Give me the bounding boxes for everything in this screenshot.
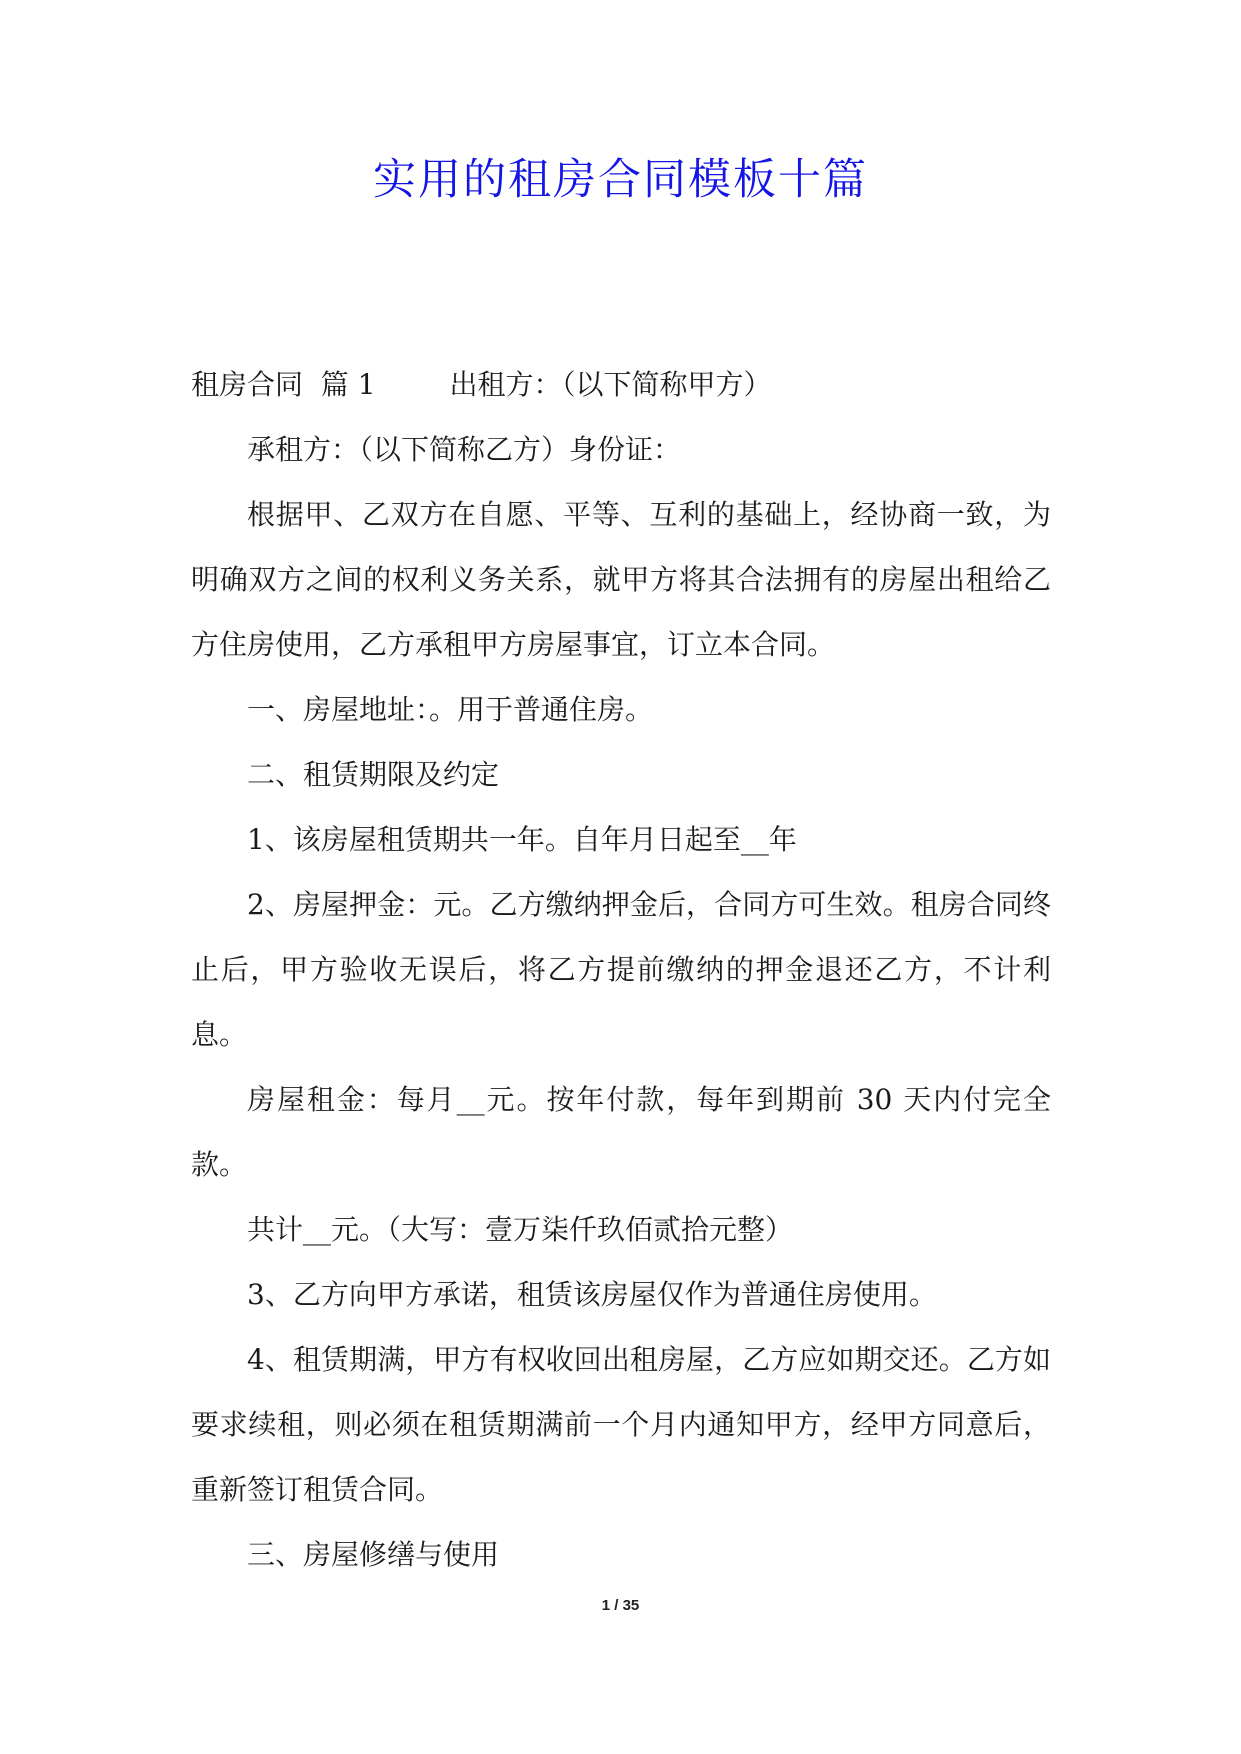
paragraph: 房屋租金：每月__元。按年付款，每年到期前 30 天内付完全款。 xyxy=(191,1083,1051,1181)
contract-header-line xyxy=(191,352,1051,417)
contract-section-label: 租房合同 篇 1 xyxy=(191,368,376,401)
paragraph: 三、房屋修缮与使用 xyxy=(247,1538,500,1571)
paragraph: 一、房屋地址：。用于普通住房。 xyxy=(247,693,654,726)
paragraph: 承租方：（以下简称乙方）身份证： xyxy=(247,433,682,466)
document-body xyxy=(191,352,1051,1587)
page-number: 1 / 35 xyxy=(601,1597,640,1614)
paragraph: 共计__元。（大写：壹万柒仟玖佰贰拾元整） xyxy=(247,1213,794,1246)
paragraph: 4、租赁期满，甲方有权收回出租房屋，乙方应如期交还。乙方如要求续租，则必须在租赁期满前一个月内通知甲方，经甲方同意后，重新签订租赁合同。 xyxy=(191,1343,1051,1506)
lessor-line: 出租方：（以下简称甲方） xyxy=(449,368,772,401)
paragraph: 根据甲、乙双方在自愿、平等、互利的基础上，经协商一致，为明确双方之间的权利义务关系，就甲方将其合法拥有的房屋出租给乙方住房使用，乙方承租甲方房屋事宜，订立本合同。 xyxy=(191,498,1051,661)
paragraph: 2、房屋押金：元。乙方缴纳押金后，合同方可生效。租房合同终止后，甲方验收无误后，将乙方提前缴纳的押金退还乙方，不计利息。 xyxy=(191,888,1051,1051)
paragraph: 1、该房屋租赁期共一年。自年月日起至__年 xyxy=(247,823,797,856)
paragraph: 二、租赁期限及约定 xyxy=(247,758,500,791)
paragraph: 3、乙方向甲方承诺，租赁该房屋仅作为普通住房使用。 xyxy=(247,1278,937,1311)
document-title: 实用的租房合同模板十篇 xyxy=(373,155,868,205)
